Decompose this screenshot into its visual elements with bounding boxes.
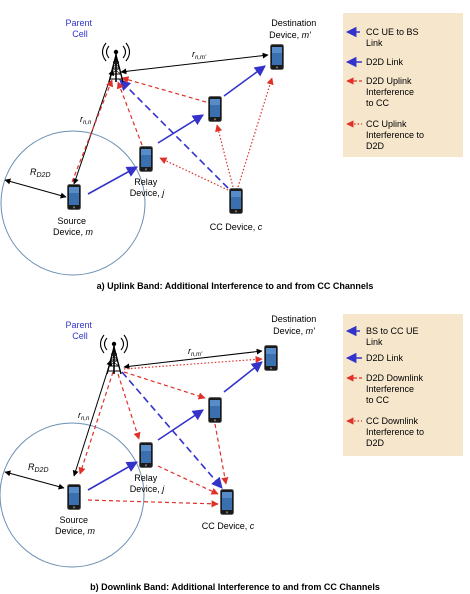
bs-interference-relay [118,374,139,439]
d2d-interference-hop-bs [122,78,206,102]
cc-device-label: CC Device, c [201,521,255,531]
cc-device-icon [230,189,243,214]
cc-device-label: CC Device, c [209,222,263,232]
caption-uplink: a) Uplink Band: Additional Interference to and from CC Channels [96,281,374,291]
svg-text:D2D UplinkInterferenceto CC: D2D Uplink Interference to CC [366,76,415,108]
svg-text:D2D Link: D2D Link [366,57,404,67]
cc-interference-to-destination [238,78,272,187]
svg-text:D2D DownlinkInterferenceto CC: D2D Downlink Interference to CC [366,373,424,405]
legend [343,13,463,157]
panel-downlink [0,314,463,592]
relay-device-icon [140,147,153,172]
d2d-interference-source-cc [88,500,218,504]
destination-label: Destination Device, m' [271,314,317,336]
d2d-interference-hop-cc [215,424,226,484]
cc-interference-to-hop [217,125,233,187]
hop-device-icon [209,398,222,423]
bs-interference-hop [124,372,205,398]
r-nm-label: $r_{n,m'}$ [192,49,207,61]
destination-device-icon [271,45,284,70]
relay-label: Relay Device, j [129,177,165,198]
rd2d-label: $R_{D2D}$ [30,167,51,179]
cc-interference-to-relay [160,158,228,190]
d2d-link-hop-destination [224,66,265,96]
source-label: Source Device, m [52,216,94,237]
d2d-link-relay-hop [158,410,203,440]
legend [343,314,463,456]
rd2d-line [5,472,64,488]
parent-cell-label: Parent Cell [65,320,93,341]
relay-device-icon [140,443,153,468]
base-station-icon [103,43,130,82]
parent-cell-label: Parent Cell [65,18,93,39]
rd2d-line [5,180,66,197]
rd2d-label: $R_{D2D}$ [28,462,49,474]
svg-text:CC DownlinkInterference toD2D: CC Downlink Interference to D2D [366,416,425,448]
svg-text:CC UE to BSLink: CC UE to BS Link [366,27,419,48]
d2d-link-relay-hop [158,115,203,143]
bs-interference-source [80,372,113,474]
source-device-icon [68,185,81,210]
d2d-link-hop-destination [224,362,262,392]
d2d-interference-relay-bs [118,82,142,145]
source-label: Source Device, m [54,515,96,536]
r-nm-label: $r_{n,m'}$ [188,346,203,358]
caption-downlink: b) Downlink Band: Additional Interference to and from CC Channels [90,582,380,592]
d2d-interference-relay-cc [158,466,218,494]
destination-label: Destination Device, m' [269,18,317,40]
svg-text:BS to CC UELink: BS to CC UE Link [366,326,419,347]
svg-text:CC UplinkInterference toD2D: CC Uplink Interference to D2D [366,119,425,151]
svg-text:D2D Link: D2D Link [366,353,404,363]
r-nn-label: $r_{n,n}$ [80,114,92,126]
cc-interference-to-destination [124,359,262,369]
relay-label: Relay Device, j [129,473,165,494]
source-device-icon [68,485,81,510]
destination-device-icon [265,346,278,371]
hop-device-icon [209,97,222,122]
base-station-icon [101,335,128,374]
cc-device-icon [221,490,234,515]
r-nn-label: $r_{n,n}$ [78,410,90,422]
panel-uplink [1,13,463,291]
